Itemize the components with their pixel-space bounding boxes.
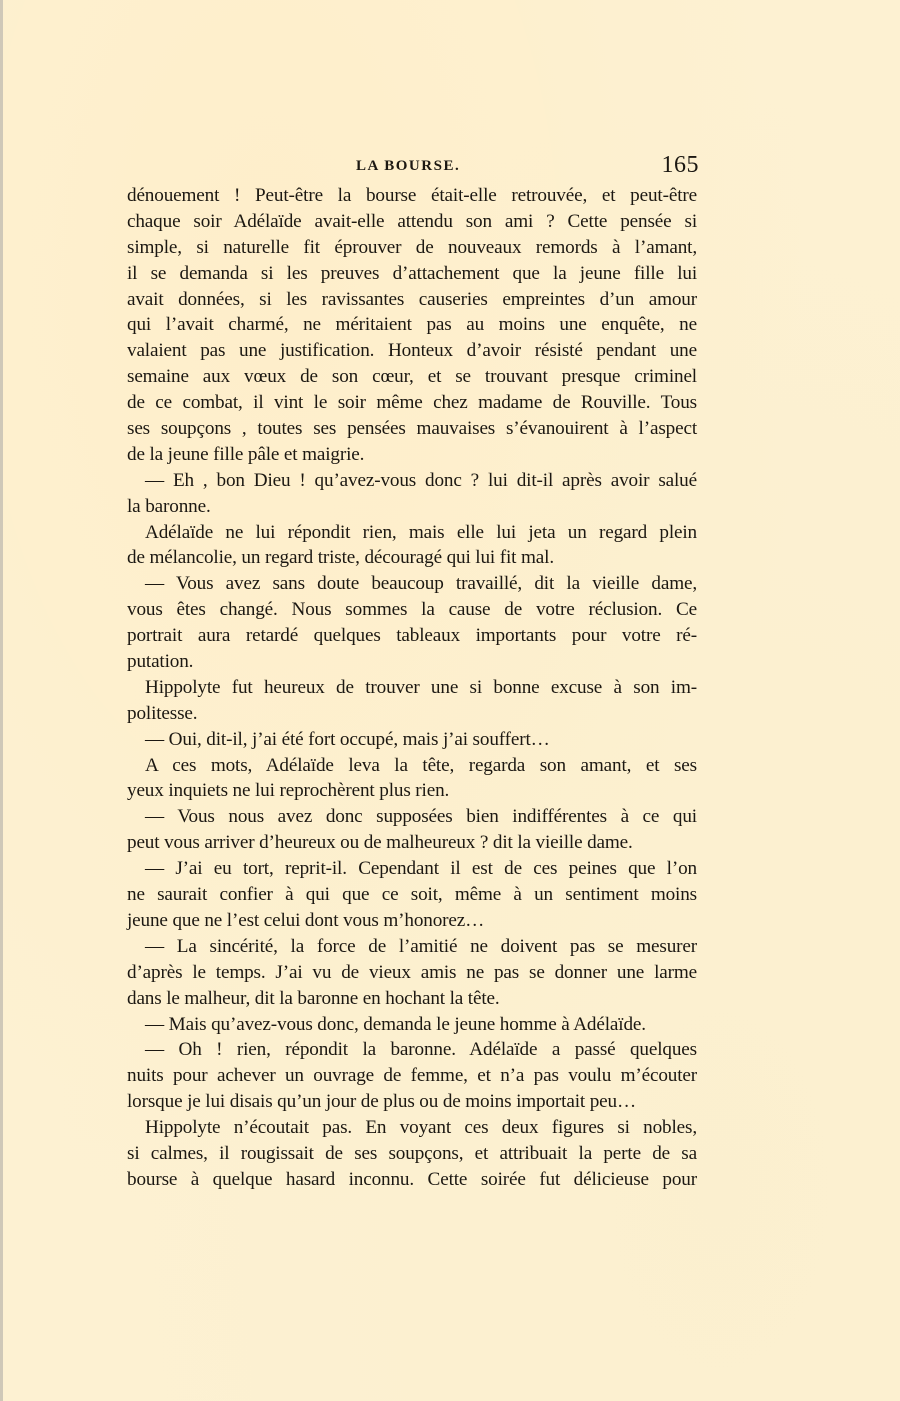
running-head-title: LA BOURSE. <box>356 158 461 174</box>
text-line: de la jeune fille pâle et maigrie. <box>127 443 365 465</box>
text-line: portrait aura retardé quelques tableaux importants pour votre ré- <box>127 625 697 647</box>
dialogue-line: — Oui, dit-il, j’ai été fort occupé, mais j’ai souffert… <box>145 728 550 750</box>
text-line: il se demanda si les preuves d’attachement que la jeune fille lui <box>127 262 697 284</box>
text-line: ses soupçons , toutes ses pensées mauvaises s’évanouirent à l’aspect <box>127 418 697 440</box>
text-line: valaient pas une justification. Honteux d’avoir résisté pendant une <box>127 340 697 362</box>
text-line: yeux inquiets ne lui reprochèrent plus rien. <box>127 780 450 802</box>
dialogue-line: — Vous avez sans doute beaucoup travaillé, dit la vieille dame, <box>145 573 697 595</box>
paragraph-start-line: Hippolyte n’écoutait pas. En voyant ces deux figures si nobles, <box>145 1117 697 1139</box>
paragraph-start-line: Hippolyte fut heureux de trouver une si bonne excuse à son im- <box>145 676 697 698</box>
text-line: d’après le temps. J’ai vu de vieux amis ne pas se donner une larme <box>127 961 697 983</box>
text-line: nuits pour achever un ouvrage de femme, et n’a pas voulu m’écouter <box>127 1065 697 1087</box>
text-line: dénouement ! Peut-être la bourse était-elle retrouvée, et peut-être <box>127 185 697 206</box>
text-line: jeune que ne l’est celui dont vous m’honorez… <box>127 909 485 931</box>
text-line: simple, si naturelle fit éprouver de nouveaux remords à l’amant, <box>127 236 697 258</box>
dialogue-line: — Oh ! rien, répondit la baronne. Adélaïde a passé quelques <box>145 1039 697 1061</box>
text-line: bourse à quelque hasard inconnu. Cette soirée fut délicieuse pour <box>127 1168 697 1190</box>
body-text <box>127 183 697 1193</box>
text-line: la baronne. <box>127 495 211 517</box>
text-line: avait données, si les ravissantes causeries empreintes d’un amour <box>127 288 697 310</box>
dialogue-line: — Mais qu’avez-vous donc, demanda le jeune homme à Adélaïde. <box>145 1013 646 1035</box>
page-number: 165 <box>661 152 699 178</box>
text-line: lorsque je lui disais qu’un jour de plus ou de moins importait peu… <box>127 1091 637 1113</box>
text-line: vous êtes changé. Nous sommes la cause de votre réclusion. Ce <box>127 599 697 621</box>
text-line: si calmes, il rougissait de ses soupçons, et attribuait la perte de sa <box>127 1142 697 1164</box>
text-line: ne saurait confier à qui que ce soit, même à un sentiment moins <box>127 884 697 906</box>
dialogue-line: — J’ai eu tort, reprit-il. Cependant il est de ces peines que l’on <box>145 858 697 880</box>
text-line: chaque soir Adélaïde avait-elle attendu son ami ? Cette pensée si <box>127 210 697 232</box>
paragraph-start-line: A ces mots, Adélaïde leva la tête, regarda son amant, et ses <box>145 754 697 776</box>
running-header <box>127 152 697 182</box>
page-edge-shadow <box>0 0 3 1401</box>
paragraph-start-line: Adélaïde ne lui répondit rien, mais elle lui jeta un regard plein <box>145 521 697 543</box>
text-line: de ce combat, il vint le soir même chez madame de Rouville. Tous <box>127 392 697 414</box>
text-line: de mélancolie, un regard triste, découragé qui lui fit mal. <box>127 547 554 569</box>
text-line: qui l’avait charmé, ne méritaient pas au moins une enquête, ne <box>127 314 697 336</box>
dialogue-line: — Eh , bon Dieu ! qu’avez-vous donc ? lui dit-il après avoir salué <box>145 469 697 491</box>
dialogue-line: — Vous nous avez donc supposées bien indifférentes à ce qui <box>145 806 697 828</box>
text-line: politesse. <box>127 702 198 724</box>
text-line: semaine aux vœux de son cœur, et se trouvant presque criminel <box>127 366 697 388</box>
dialogue-line: — La sincérité, la force de l’amitié ne doivent pas se mesurer <box>145 935 697 957</box>
text-line: dans le malheur, dit la baronne en hochant la tête. <box>127 987 500 1009</box>
text-line: peut vous arriver d’heureux ou de malheureux ? dit la vieille dame. <box>127 832 633 854</box>
text-line: putation. <box>127 651 194 673</box>
